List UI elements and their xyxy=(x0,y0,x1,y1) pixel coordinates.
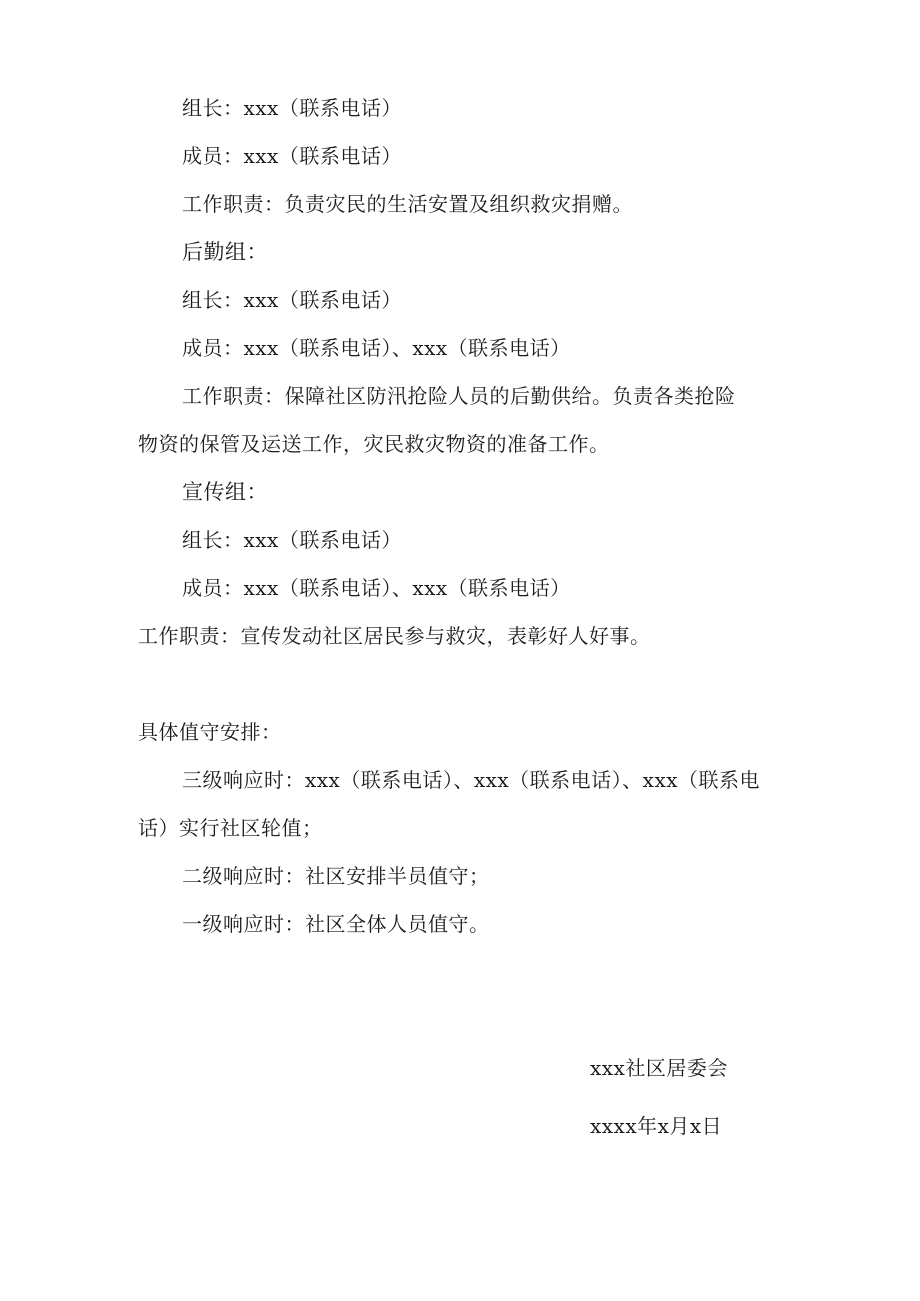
publicity-group-title: 宣传组： xyxy=(182,480,268,504)
publicity-group-members: 成员：xxx（联系电话）、xxx（联系电话） xyxy=(182,576,571,600)
duty-level3-line1: 三级响应时：xxx（联系电话）、xxx（联系电话）、xxx（联系电 xyxy=(182,768,761,792)
duty-schedule-title: 具体值守安排： xyxy=(138,720,282,744)
publicity-group-duty: 工作职责：宣传发动社区居民参与救灾，表彰好人好事。 xyxy=(138,624,651,648)
relief-group-leader: 组长：xxx（联系电话） xyxy=(182,96,402,120)
duty-level2: 二级响应时：社区安排半员值守； xyxy=(182,864,490,888)
logistics-group-members: 成员：xxx（联系电话）、xxx（联系电话） xyxy=(182,336,571,360)
signature-date: xxxx年x月x日 xyxy=(590,1114,723,1138)
publicity-group-leader: 组长：xxx（联系电话） xyxy=(182,528,402,552)
logistics-group-duty-line1: 工作职责：保障社区防汛抢险人员的后勤供给。负责各类抢险 xyxy=(182,384,736,408)
relief-group-members: 成员：xxx（联系电话） xyxy=(182,144,402,168)
duty-level3-line2: 话）实行社区轮值； xyxy=(138,816,323,840)
logistics-group-duty-line2: 物资的保管及运送工作，灾民救灾物资的准备工作。 xyxy=(138,432,610,456)
relief-group-duty: 工作职责：负责灾民的生活安置及组织救灾捐赠。 xyxy=(182,192,633,216)
logistics-group-title: 后勤组： xyxy=(182,240,268,264)
duty-level1: 一级响应时：社区全体人员值守。 xyxy=(182,912,490,936)
logistics-group-leader: 组长：xxx（联系电话） xyxy=(182,288,402,312)
signature-org: xxx社区居委会 xyxy=(590,1056,728,1080)
